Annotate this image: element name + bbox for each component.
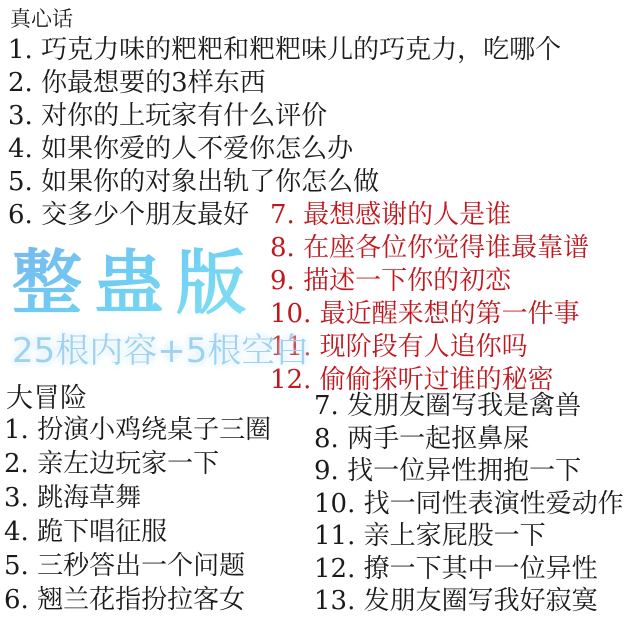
dare-item: 10. 找一同性表演性爱动作 xyxy=(314,488,624,519)
truth-item: 1. 巧克力味的粑粑和粑粑味儿的巧克力，吃哪个 xyxy=(8,35,562,65)
truth-item: 6. 交多少个朋友最好 xyxy=(8,200,250,230)
truth-item: 4. 如果你爱的人不爱你怎么办 xyxy=(8,134,354,164)
dare-item: 5. 三秒答出一个问题 xyxy=(4,551,246,581)
truth-item: 2. 你最想要的3样东西 xyxy=(8,68,266,98)
truth-item-red: 9. 描述一下你的初恋 xyxy=(270,266,512,296)
dare-item: 3. 跳海草舞 xyxy=(4,483,142,513)
dare-item: 6. 翘兰花指扮拉客女 xyxy=(4,585,246,615)
truth-question-list-red xyxy=(270,199,589,397)
dare-list-right xyxy=(314,390,624,618)
truth-item-red: 11. 现阶段有人追你吗 xyxy=(270,332,528,362)
prank-edition-banner: 整蛊版 xyxy=(12,241,258,324)
dare-item: 13. 发朋友圈写我好寂寞 xyxy=(314,586,598,616)
dare-item: 8. 两手一起抠鼻屎 xyxy=(314,423,530,454)
stick-count-subtitle: 25根内容+5根空白 xyxy=(12,331,310,371)
dare-section-title: 大冒险 xyxy=(6,383,87,414)
dare-item: 4. 跪下唱征服 xyxy=(4,517,168,547)
dare-item: 7. 发朋友圈写我是禽兽 xyxy=(314,391,582,421)
dare-item: 1. 扮演小鸡绕桌子三圈 xyxy=(4,415,272,445)
dare-item: 9. 找一位异性拥抱一下 xyxy=(314,456,582,486)
dare-item: 2. 亲左边玩家一下 xyxy=(4,449,220,479)
truth-section-title: 真心话 xyxy=(10,7,73,31)
dare-item: 11. 亲上家屁股一下 xyxy=(314,521,546,551)
dare-item: 12. 撩一下其中一位异性 xyxy=(314,553,598,584)
dare-list-left xyxy=(4,413,271,617)
truth-item-red: 7. 最想感谢的人是谁 xyxy=(270,200,512,230)
truth-item-red: 12. 偷偷探听过谁的秘密 xyxy=(270,365,554,395)
truth-item: 5. 如果你的对象出轨了你怎么做 xyxy=(8,167,380,197)
truth-item: 3. 对你的上玩家有什么评价 xyxy=(8,101,328,131)
truth-item-red: 10. 最近醒来想的第一件事 xyxy=(270,299,580,329)
truth-item-red: 8. 在座各位你觉得谁最靠谱 xyxy=(270,233,590,263)
